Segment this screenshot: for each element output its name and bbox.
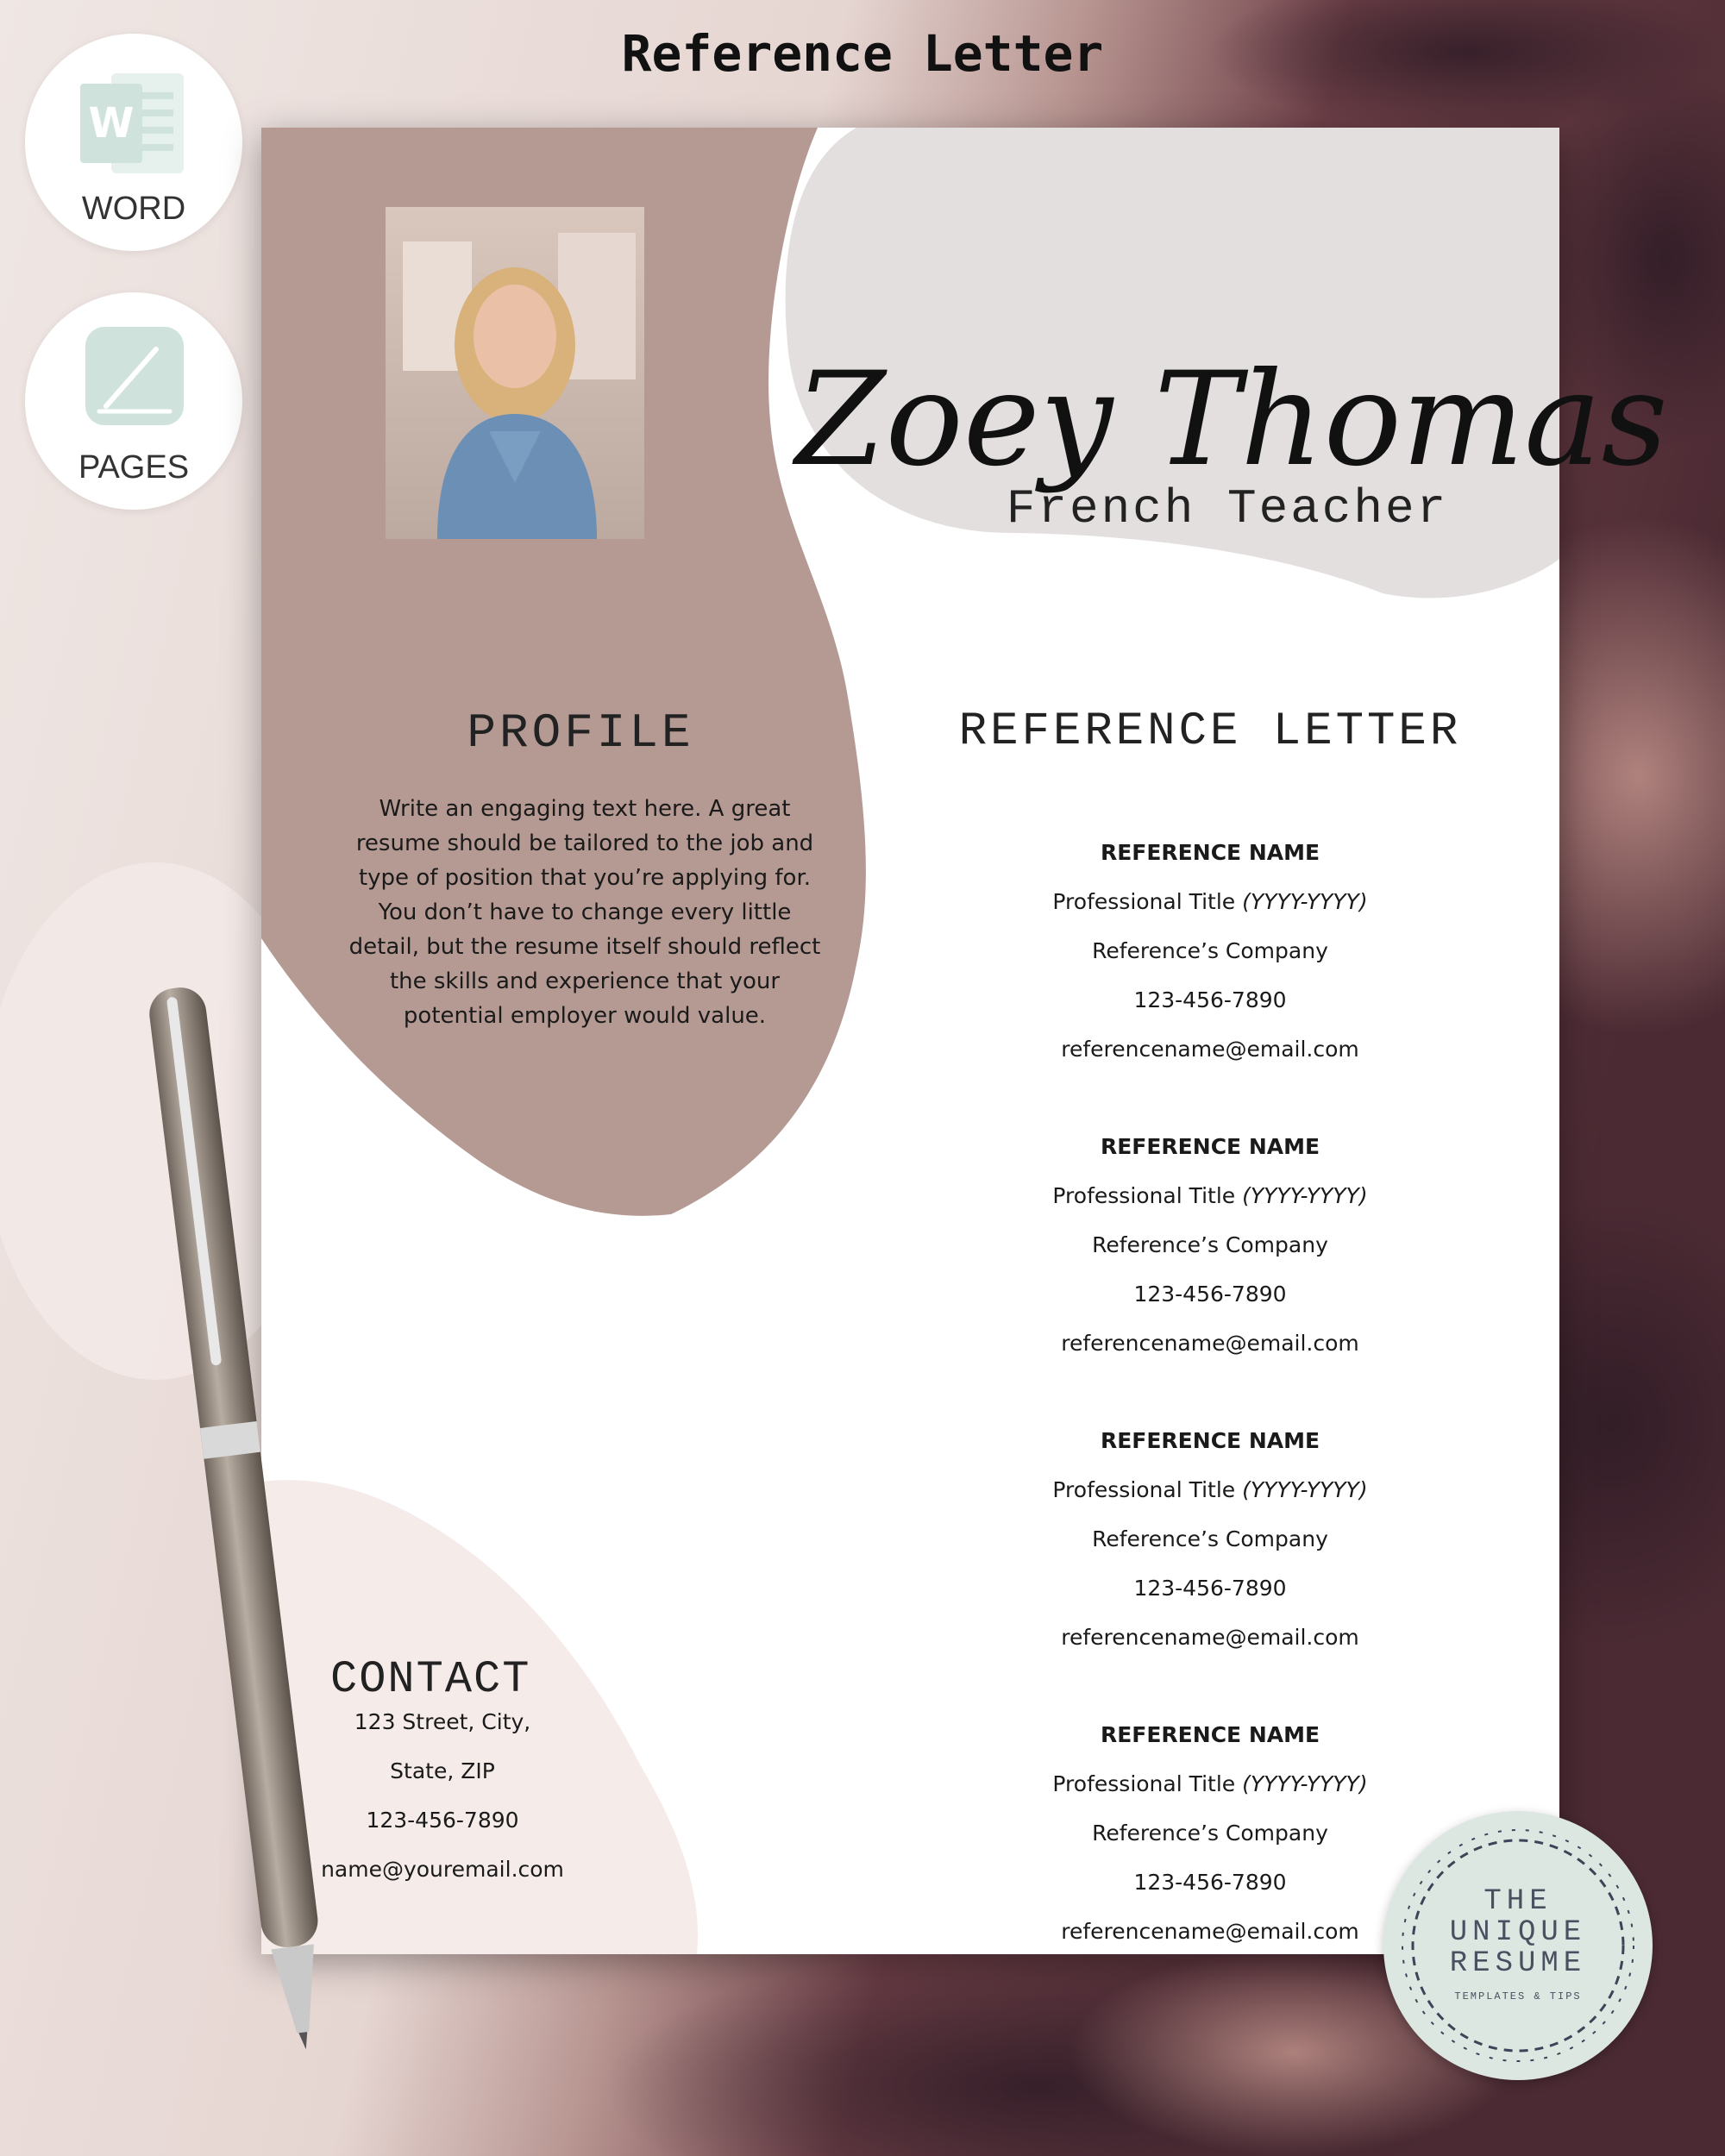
contact-heading: CONTACT — [330, 1654, 531, 1705]
page-title: Reference Letter — [621, 24, 1104, 83]
svg-text:W: W — [88, 99, 135, 147]
contact-email: name@youremail.com — [321, 1857, 564, 1882]
seal-line-3: RESUME — [1449, 1947, 1587, 1980]
reference-phone: 123-456-7890 — [1133, 1282, 1287, 1307]
profile-text: Write an engaging text here. A great resume should be tailored to the job and type of position that you’re applying for. You don’t have to change every little detail, but the resume itself should reflect the skills and experience that your potential employer would value. — [348, 796, 821, 1029]
reference-company: Reference’s Company — [1092, 938, 1328, 963]
reference-phone: 123-456-7890 — [1133, 1870, 1287, 1895]
brand-seal — [1383, 1811, 1653, 2080]
reference-name: REFERENCE NAME — [1100, 1428, 1320, 1453]
svg-text:Zoey Thomas: Zoey Thomas — [795, 345, 1668, 495]
profile-heading: PROFILE — [467, 705, 694, 761]
reference-name: REFERENCE NAME — [1100, 1134, 1320, 1159]
contact-address-line: State, ZIP — [390, 1758, 495, 1783]
reference-company: Reference’s Company — [1092, 1821, 1328, 1846]
reference-company: Reference’s Company — [1092, 1526, 1328, 1551]
reference-phone: 123-456-7890 — [1133, 987, 1287, 1012]
seal-line-1: THE — [1484, 1885, 1552, 1918]
contact-address-line: 123 Street, City, — [354, 1709, 531, 1734]
reference-title: Professional Title (YYYY-YYYY) — [1052, 1183, 1368, 1208]
reference-company: Reference’s Company — [1092, 1232, 1328, 1257]
pages-label: PAGES — [78, 449, 190, 486]
references-heading: REFERENCE LETTER — [958, 705, 1462, 758]
contact-phone: 123-456-7890 — [366, 1808, 519, 1833]
reference-email: referencename@email.com — [1061, 1919, 1359, 1944]
job-title: French Teacher — [1006, 481, 1449, 536]
reference-email: referencename@email.com — [1061, 1331, 1359, 1356]
reference-title: Professional Title (YYYY-YYYY) — [1052, 889, 1368, 914]
reference-name: REFERENCE NAME — [1100, 1722, 1320, 1747]
reference-phone: 123-456-7890 — [1133, 1576, 1287, 1601]
seal-tagline: TEMPLATES & TIPS — [1454, 1990, 1582, 2002]
reference-title: Professional Title (YYYY-YYYY) — [1052, 1771, 1368, 1796]
reference-email: referencename@email.com — [1061, 1037, 1359, 1062]
word-label: WORD — [81, 191, 186, 227]
reference-email: referencename@email.com — [1061, 1625, 1359, 1650]
reference-name: REFERENCE NAME — [1100, 840, 1320, 865]
reference-title: Professional Title (YYYY-YYYY) — [1052, 1477, 1368, 1502]
seal-line-2: UNIQUE — [1449, 1916, 1587, 1949]
